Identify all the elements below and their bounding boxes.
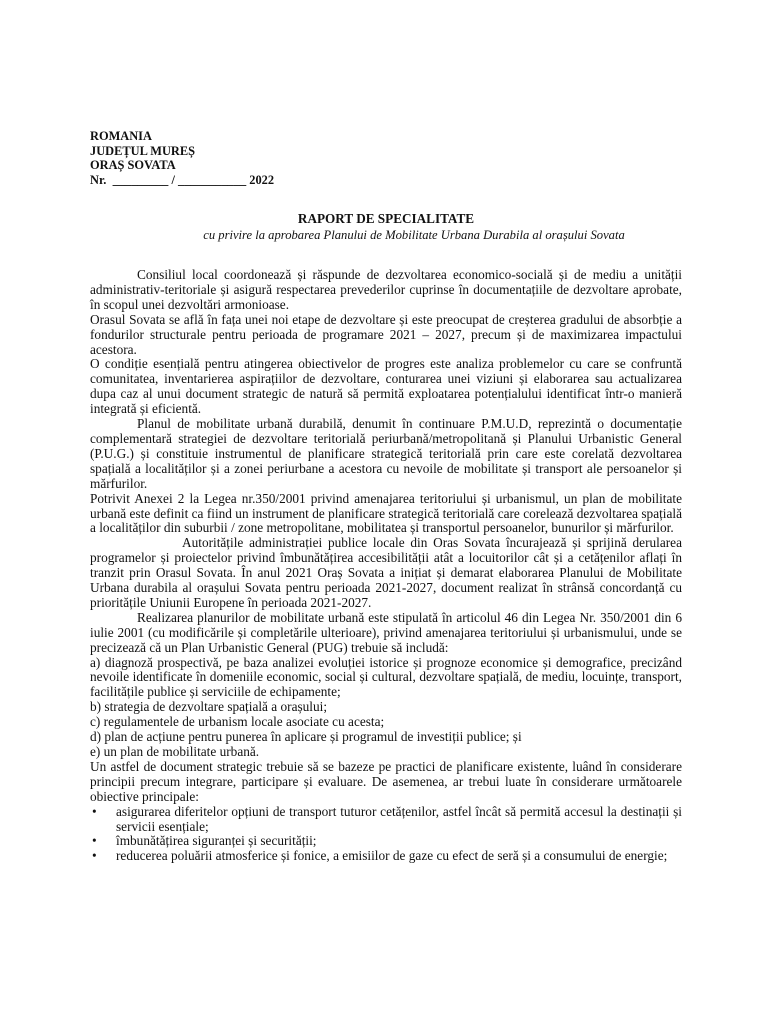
- header-registration-number: Nr. _________ / ___________ 2022: [90, 172, 275, 187]
- paragraph: Planul de mobilitate urbană durabilă, denumit în continuare P.M.U.D, reprezintă o documentație complementară strategiei de dezvoltare teritorială periurbană/metropolitană și Planului Urbanistic General (P.U.G.) și constituie instrumentul de planificare strategică teritorială prin care este corelată dezvoltarea spațială a localităților și a zonei periurbane a acestora cu nevoile de mobilitate și transport ale persoanelor și mărfurilor.: [90, 416, 682, 491]
- header-county: JUDEȚUL MUREȘ: [90, 143, 195, 158]
- paragraph: Orasul Sovata se află în fața unei noi etape de dezvoltare și este preocupat de creșterea gradului de absorbție a fondurilor structurale pentru perioada de programare 2021 – 2027, precum și de maximizarea impactului acestora.: [90, 311, 682, 357]
- paragraph: Autoritățile administrației publice locale din Oras Sovata încurajează și sprijină derularea programelor și proiectelor privind îmbunătățirea accesibilității atât a locuitorilor cât și a cetățenilor aflați în tranzit prin Orasul Sovata. În anul 2021 Oraș Sovata a inițiat și demarat elaborarea Planului de Mobilitate Urbana durabila al orașului Sovata pentru perioada 2021-2027, document realizat în strânsă concordanță cu prioritățile Uniunii Europene în perioada 2021-2027.: [90, 535, 682, 610]
- document-title: RAPORT DE SPECIALITATE: [297, 211, 475, 226]
- bullet-icon: •: [92, 848, 97, 864]
- list-item-text: reducerea poluării atmosferice și fonice, a emisiilor de gaze cu efect de seră și a consumului de energie;: [116, 848, 668, 864]
- list-item: e) un plan de mobilitate urbană.: [90, 744, 260, 759]
- paragraph: Realizarea planurilor de mobilitate urbană este stipulată în articolul 46 din Legea Nr. 350/2001 din 6 iulie 2001 (cu modificările și completările ulterioare), privind amenajarea teritoriului și urbanismului, unde se precizează că un Plan Urbanistic General (PUG) trebuie să includă:: [90, 609, 682, 655]
- objectives-list: [90, 805, 682, 865]
- paragraph: Consiliul local coordonează și răspunde de dezvoltarea economico-socială și de mediu a unității administrativ-teritoriale și asigură respectarea prevederilor cuprinse în documentațiile de dezvoltare aprobate, în scopul unei dezvoltări armonioase.: [90, 267, 682, 312]
- header-town: ORAȘ SOVATA: [90, 158, 176, 173]
- list-item: [90, 834, 682, 849]
- document-body: [90, 268, 682, 864]
- bullet-icon: •: [92, 833, 97, 849]
- law-items-list: [90, 656, 682, 760]
- bullet-icon: •: [92, 803, 97, 819]
- document-header: [90, 129, 274, 187]
- paragraph: Potrivit Anexei 2 la Legea nr.350/2001 privind amenajarea teritoriului și urbanismul, un plan de mobilitate urbană este definit ca fiind un instrument de planificare strategică teritorială care corelează dezvoltarea spațială a localităților din suburbii / zone metropolitane, mobilitatea și transportul persoanelor, bunurilor și mărfurilor.: [90, 490, 682, 536]
- document-subtitle: cu privire la aprobarea Planului de Mobilitate Urbana Durabila al orașului Sovata: [203, 228, 625, 242]
- list-item: [90, 805, 682, 835]
- list-item-text: îmbunătățirea siguranței și securității;: [116, 833, 317, 849]
- list-item-text: asigurarea diferitelor opțiuni de transport tuturor cetățenilor, astfel încât să permită accesul la destinații și servicii esențiale;: [116, 803, 682, 834]
- list-item: [90, 849, 682, 864]
- list-item: a) diagnoză prospectivă, pe baza analizei evoluției istorice și prognoze economice și demografice, precizând nevoile identificate în domeniile economic, social și cultural, dezvoltare spațială, de mediu, locuințe, transport, facilitățile publice și serviciile de echipamente;: [90, 654, 682, 700]
- paragraph: O condiție esențială pentru atingerea obiectivelor de progres este analiza problemelor cu care se confruntă comunitatea, inventarierea aspirațiilor de dezvoltare, conturarea unei viziuni și elaborarea sau actualizarea dupa caz al unui document strategic de natură să permită exploatarea potențialului identificat într-o manieră integrată și eficientă.: [90, 356, 682, 417]
- list-item: c) regulamentele de urbanism locale asociate cu acesta;: [90, 714, 385, 730]
- header-country: ROMANIA: [90, 129, 152, 143]
- paragraph: Un astfel de document strategic trebuie să se bazeze pe practici de planificare existente, luând în considerare principii precum integrare, participare și evaluare. De asemenea, ar trebui luate în considerare următoarele obiective principale:: [90, 758, 682, 804]
- list-item: b) strategia de dezvoltare spațială a orașului;: [90, 699, 328, 715]
- document-page: [90, 0, 682, 1024]
- list-item: d) plan de acțiune pentru punerea în aplicare și programul de investiții publice; și: [90, 729, 522, 745]
